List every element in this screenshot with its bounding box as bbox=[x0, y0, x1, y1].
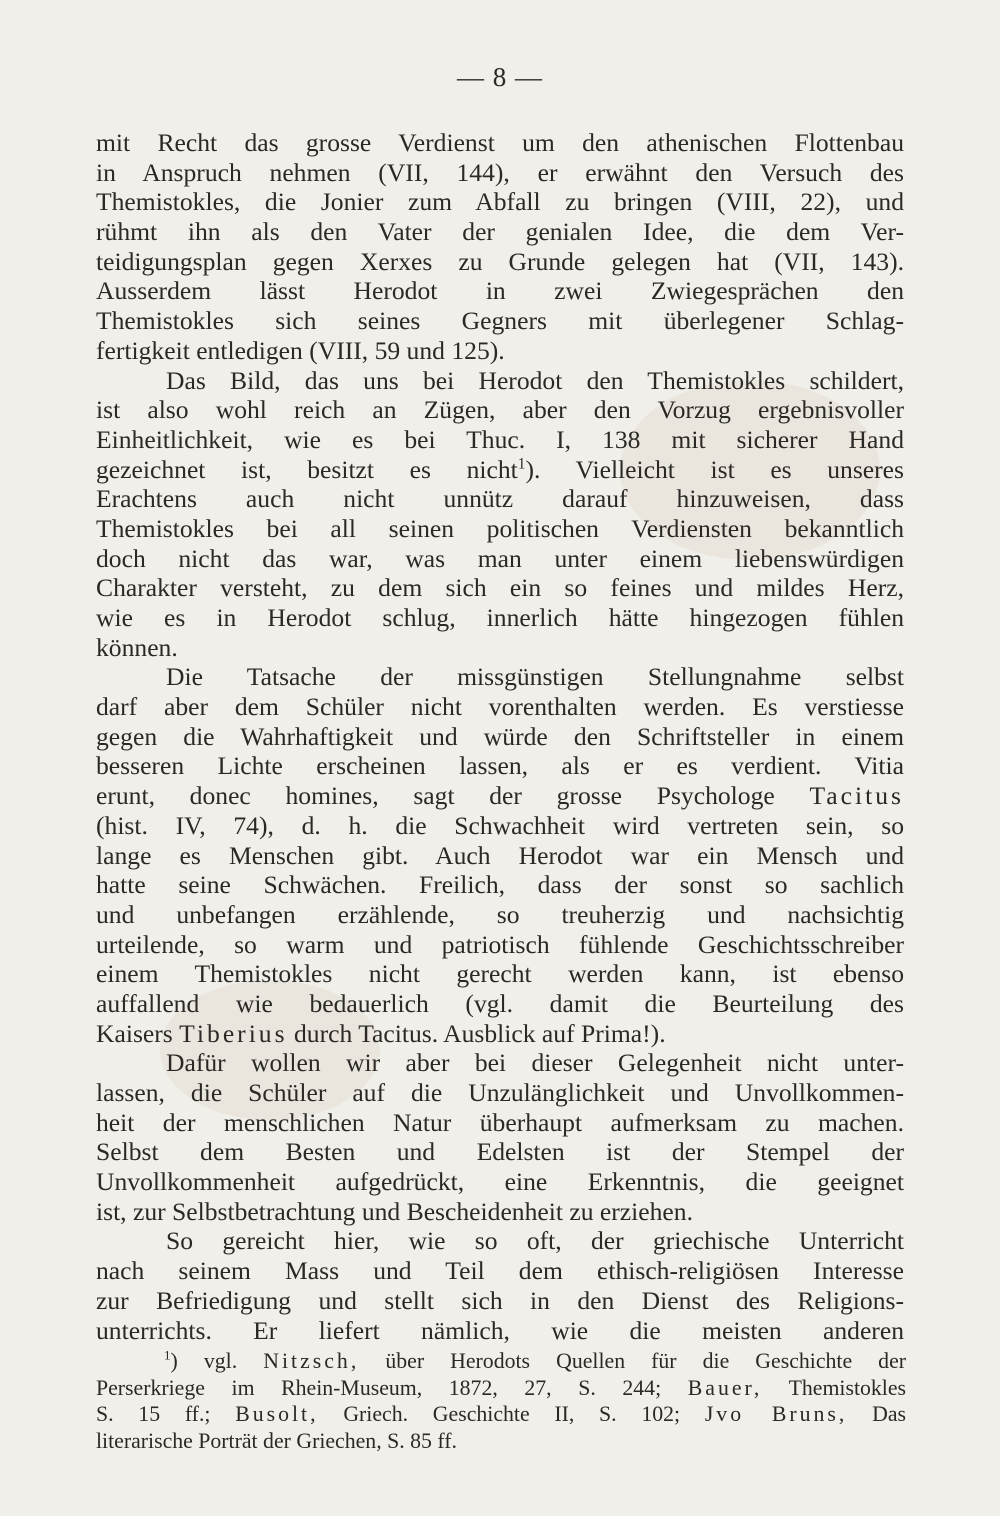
author-name-jvo-bruns: Jvo Bruns, bbox=[704, 1402, 848, 1426]
text-line: teidigungsplan gegen Xerxes zu Grunde gelegen hat (VII, 143). bbox=[96, 246, 904, 276]
text-line: Unvollkommenheit aufgedrückt, eine Erkenntnis, die geeignet bbox=[96, 1167, 904, 1197]
text-line: rühmt ihn als den Vater der genialen Idee, die dem Ver- bbox=[96, 217, 904, 247]
footnote-segment: Themistokles bbox=[788, 1375, 907, 1400]
text-line: doch nicht das war, was man unter einem liebenswürdigen bbox=[96, 543, 904, 573]
text-line: fertigkeit entledigen (VIII, 59 und 125). bbox=[96, 335, 505, 365]
text-line: Themistokles bei all seinen politischen Verdiensten bekanntlich bbox=[96, 513, 904, 543]
text-line: So gereicht hier, wie so oft, der griechische Unterricht bbox=[166, 1226, 904, 1256]
text-line: lange es Menschen gibt. Auch Herodot war ein Mensch und bbox=[96, 840, 904, 870]
text-line: nach seinem Mass und Teil dem ethisch-religiösen Interesse bbox=[96, 1256, 904, 1286]
text-segment: gezeichnet ist, besitzt es nicht bbox=[96, 454, 518, 484]
text-line: urteilende, so warm und patriotisch fühlende Geschichtsschreiber bbox=[96, 929, 904, 959]
footnote-segment: Griech. Geschichte II, S. 102; bbox=[343, 1402, 681, 1426]
footnote-block bbox=[96, 1348, 906, 1454]
footnote-segment: ) vgl. bbox=[170, 1349, 238, 1373]
text-line: Erachtens auch nicht unnütz darauf hinzuweisen, dass bbox=[96, 484, 904, 514]
footnote-segment: Das bbox=[872, 1402, 906, 1426]
text-line: ist also wohl reich an Zügen, aber den Vorzug ergebnisvoller bbox=[96, 395, 904, 425]
text-line-with-name bbox=[96, 1019, 904, 1049]
text-line: hatte seine Schwächen. Freilich, dass der sonst so sachlich bbox=[96, 870, 904, 900]
text-line-with-name bbox=[96, 781, 904, 811]
text-line: mit Recht das grosse Verdienst um den athenischen Flottenbau bbox=[96, 128, 904, 157]
text-line: Das Bild, das uns bei Herodot den Themistokles schildert, bbox=[166, 365, 904, 395]
text-line: besseren Lichte erscheinen lassen, als er es verdient. Vitia bbox=[96, 751, 904, 781]
footnote-line: literarische Porträt der Griechen, S. 85 ff. bbox=[96, 1428, 457, 1453]
text-line: und unbefangen erzählende, so treuherzig und nachsichtig bbox=[96, 899, 904, 929]
emperor-name-tiberius: Tiberius bbox=[179, 1018, 288, 1048]
text-line: Einheitlichkeit, wie es bei Thuc. I, 138 mit sicherer Hand bbox=[96, 424, 904, 454]
text-line: ist, zur Selbstbetrachtung und Bescheidenheit zu erziehen. bbox=[96, 1196, 693, 1226]
author-name-bauer: Bauer, bbox=[687, 1375, 763, 1400]
footnote-line bbox=[96, 1375, 906, 1402]
footnote-segment: S. 15 ff.; bbox=[96, 1402, 211, 1426]
text-line: heit der menschlichen Natur überhaupt aufmerksam zu machen. bbox=[96, 1107, 904, 1137]
text-line: (hist. IV, 74), d. h. die Schwachheit wird vertreten sein, so bbox=[96, 810, 904, 840]
text-line: einem Themistokles nicht gerecht werden kann, ist ebenso bbox=[96, 959, 904, 989]
text-line: Die Tatsache der missgünstigen Stellungnahme selbst bbox=[166, 662, 904, 692]
text-line: auffallend wie bedauerlich (vgl. damit die Beurteilung des bbox=[96, 988, 904, 1018]
page-number: — 8 — bbox=[457, 62, 543, 92]
text-line-with-footnote bbox=[96, 455, 904, 485]
author-name-busolt: Busolt, bbox=[235, 1402, 319, 1426]
footnote-segment: Perserkriege im Rhein-Museum, 1872, 27, S. 244; bbox=[96, 1375, 662, 1400]
text-line: Dafür wollen wir aber bei dieser Gelegenheit nicht unter- bbox=[166, 1048, 904, 1078]
text-line: Selbst dem Besten und Edelsten ist der Stempel der bbox=[96, 1137, 904, 1167]
text-line: Themistokles, die Jonier zum Abfall zu bringen (VIII, 22), und bbox=[96, 187, 904, 217]
text-line: unterrichts. Er liefert nämlich, wie die meisten anderen bbox=[96, 1315, 904, 1345]
text-line: gegen die Wahrhaftigkeit und würde den Schriftsteller in einem bbox=[96, 721, 904, 751]
text-segment: ). Vielleicht ist es unseres bbox=[525, 454, 905, 484]
text-line: zur Befriedigung und stellt sich in den Dienst des Religions- bbox=[96, 1285, 904, 1315]
footnote-line bbox=[96, 1348, 906, 1375]
author-name-tacitus: Tacitus bbox=[809, 781, 904, 811]
text-line: in Anspruch nehmen (VII, 144), er erwähnt den Versuch des bbox=[96, 157, 904, 187]
text-line: wie es in Herodot schlug, innerlich hätte hingezogen fühlen bbox=[96, 603, 904, 632]
text-segment: erunt, donec homines, sagt der grosse Psychologe bbox=[96, 781, 775, 811]
text-line: Themistokles sich seines Gegners mit überlegener Schlag- bbox=[96, 306, 904, 336]
footnote-segment: über Herodots Quellen für die Geschichte der bbox=[385, 1349, 907, 1373]
footnote-marker: 1 bbox=[164, 1347, 171, 1363]
text-line: Charakter versteht, zu dem sich ein so feines und mildes Herz, bbox=[96, 573, 904, 603]
footnote-reference[interactable]: 1 bbox=[517, 455, 526, 473]
footnote-line bbox=[96, 1401, 906, 1428]
text-segment: durch Tacitus. Ausblick auf Prima!). bbox=[293, 1018, 666, 1048]
text-line: Ausserdem lässt Herodot in zwei Zwiegesprächen den bbox=[96, 276, 904, 306]
text-line: lassen, die Schüler auf die Unzulänglichkeit und Unvollkommen- bbox=[96, 1078, 904, 1107]
text-segment: Kaisers bbox=[96, 1018, 173, 1048]
author-name-nitzsch: Nitzsch, bbox=[263, 1349, 360, 1373]
text-line: darf aber dem Schüler nicht vorenthalten werden. Es verstiesse bbox=[96, 692, 904, 722]
main-text bbox=[96, 128, 904, 1345]
text-line: können. bbox=[96, 632, 178, 662]
